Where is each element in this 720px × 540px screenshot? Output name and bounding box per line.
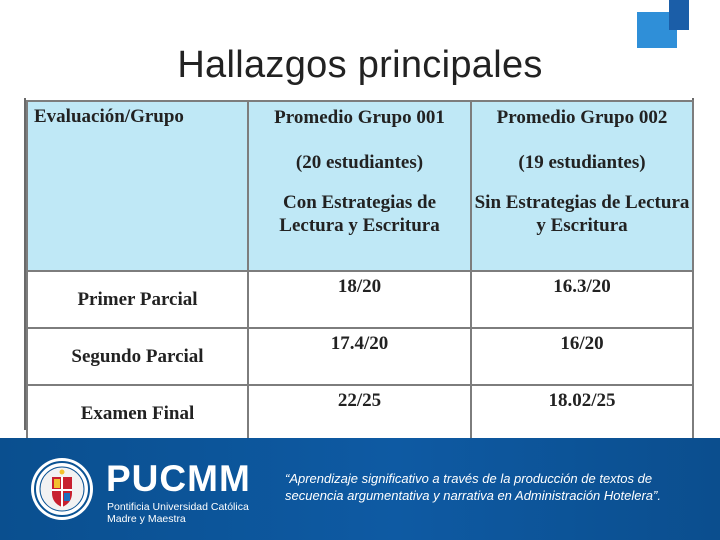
cell-group-001: 18/20	[248, 271, 471, 328]
header-group-002	[471, 101, 693, 271]
header-corner: Evaluación/Grupo	[27, 101, 248, 271]
cell-group-002: 18.02/25	[471, 385, 693, 442]
brand-subtitle	[107, 501, 249, 525]
header-group-001	[248, 101, 471, 271]
header-group-001-title: Promedio Grupo 001	[274, 107, 445, 128]
university-seal-icon	[30, 457, 94, 521]
table-row	[27, 328, 693, 385]
cell-group-001: 22/25	[248, 385, 471, 442]
row-label: Segundo Parcial	[27, 328, 248, 385]
slide-title: Hallazgos principales	[177, 44, 543, 86]
brand-subtitle-line1: Pontificia Universidad Católica	[107, 501, 249, 513]
table-row	[27, 385, 693, 442]
brand-name: PUCMM	[106, 458, 251, 499]
cell-group-002: 16/20	[471, 328, 693, 385]
decorative-square-dark	[669, 0, 689, 30]
cell-group-002: 16.3/20	[471, 271, 693, 328]
findings-table	[26, 100, 694, 443]
table-header-row	[27, 101, 693, 271]
header-group-001-count: (20 estudiantes)	[295, 152, 424, 173]
header-group-002-method: Sin Estrategias de Lectura y Escritura	[474, 192, 690, 236]
header-group-002-title: Promedio Grupo 002	[496, 107, 668, 128]
cell-group-001: 17.4/20	[248, 328, 471, 385]
research-title-quote: “Aprendizaje significativo a través de la producción de textos de secuencia argumentativa y narrativa en Administración Hotelera”.	[285, 471, 661, 503]
brand-subtitle-line2: Madre y Maestra	[107, 513, 186, 525]
header-group-002-count: (19 estudiantes)	[518, 152, 646, 173]
header-group-001-method: Con Estrategias de Lectura y Escritura	[279, 192, 440, 236]
row-label: Examen Final	[27, 385, 248, 442]
table-row	[27, 271, 693, 328]
footer-banner	[0, 438, 720, 540]
row-label: Primer Parcial	[27, 271, 248, 328]
